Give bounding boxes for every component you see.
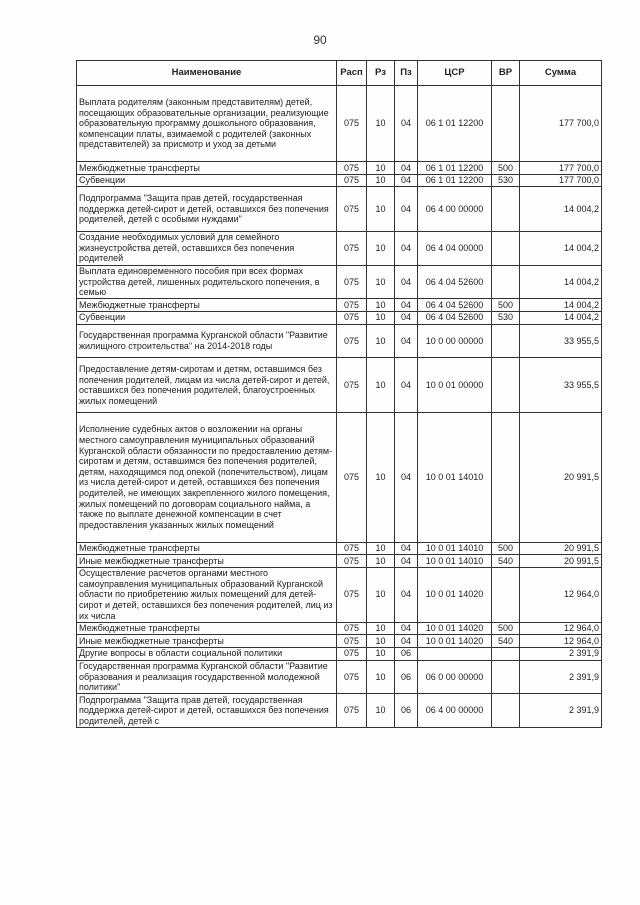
header-pz: Пз — [395, 61, 418, 86]
cell-csr: 06 1 01 12200 — [418, 174, 492, 187]
cell-rz: 10 — [367, 555, 395, 568]
table-row — [77, 299, 602, 312]
cell-csr: 10 0 01 14020 — [418, 622, 492, 635]
cell-rasp: 075 — [337, 311, 367, 324]
cell-pz: 06 — [395, 660, 418, 694]
cell-rasp: 075 — [337, 555, 367, 568]
cell-rasp: 075 — [337, 324, 367, 358]
table-row — [77, 660, 602, 694]
cell-pz: 04 — [395, 86, 418, 162]
cell-csr: 06 4 00 00000 — [418, 694, 492, 728]
cell-sum: 33 955,5 — [520, 324, 602, 358]
cell-sum: 14 004,2 — [520, 231, 602, 265]
cell-rz: 10 — [367, 358, 395, 413]
table-row — [77, 647, 602, 660]
cell-csr: 06 1 01 12200 — [418, 162, 492, 175]
cell-rz: 10 — [367, 622, 395, 635]
cell-rasp: 075 — [337, 694, 367, 728]
cell-csr — [418, 647, 492, 660]
cell-rasp: 075 — [337, 187, 367, 231]
table-row — [77, 413, 602, 542]
cell-rz: 10 — [367, 86, 395, 162]
cell-csr: 10 0 01 14020 — [418, 567, 492, 622]
header-sum: Сумма — [520, 61, 602, 86]
cell-sum: 33 955,5 — [520, 358, 602, 413]
cell-rasp: 075 — [337, 660, 367, 694]
cell-name: Осуществление расчетов органами местного самоуправления муниципальных образований Курганской области по приобретению жилых помещений для детей-сирот и детей, оставшихся без попечения родителей, лиц из их числа — [77, 567, 337, 622]
cell-rasp: 075 — [337, 265, 367, 299]
cell-rasp: 075 — [337, 86, 367, 162]
cell-sum: 12 964,0 — [520, 567, 602, 622]
cell-pz: 04 — [395, 162, 418, 175]
cell-pz: 06 — [395, 694, 418, 728]
cell-sum: 20 991,5 — [520, 542, 602, 555]
cell-pz: 06 — [395, 647, 418, 660]
cell-csr: 10 0 01 14010 — [418, 413, 492, 542]
table-row — [77, 555, 602, 568]
cell-pz: 04 — [395, 555, 418, 568]
cell-pz: 04 — [395, 567, 418, 622]
cell-rz: 10 — [367, 187, 395, 231]
cell-rz: 10 — [367, 635, 395, 648]
cell-csr: 06 4 04 52600 — [418, 299, 492, 312]
table-row — [77, 187, 602, 231]
cell-rasp: 075 — [337, 413, 367, 542]
cell-rz: 10 — [367, 567, 395, 622]
cell-csr: 10 0 01 14020 — [418, 635, 492, 648]
cell-pz: 04 — [395, 311, 418, 324]
cell-vr — [492, 647, 520, 660]
cell-vr: 540 — [492, 635, 520, 648]
table-row — [77, 231, 602, 265]
cell-name: Межбюджетные трансферты — [77, 542, 337, 555]
table-row — [77, 358, 602, 413]
cell-vr — [492, 358, 520, 413]
cell-vr: 500 — [492, 162, 520, 175]
cell-csr: 10 0 01 00000 — [418, 358, 492, 413]
cell-vr: 540 — [492, 555, 520, 568]
cell-name: Подпрограмма "Защита прав детей, государственная поддержка детей-сирот и детей, оставшихся без попечения родителей, детей с — [77, 694, 337, 728]
cell-name: Межбюджетные трансферты — [77, 622, 337, 635]
cell-pz: 04 — [395, 324, 418, 358]
cell-rasp: 075 — [337, 622, 367, 635]
cell-rz: 10 — [367, 162, 395, 175]
cell-vr — [492, 413, 520, 542]
cell-rz: 10 — [367, 694, 395, 728]
table-row — [77, 174, 602, 187]
cell-pz: 04 — [395, 413, 418, 542]
cell-pz: 04 — [395, 542, 418, 555]
cell-vr — [492, 187, 520, 231]
cell-vr: 500 — [492, 622, 520, 635]
cell-sum: 177 700,0 — [520, 86, 602, 162]
cell-csr: 10 0 01 14010 — [418, 555, 492, 568]
header-csr: ЦСР — [418, 61, 492, 86]
cell-rasp: 075 — [337, 542, 367, 555]
cell-rasp: 075 — [337, 231, 367, 265]
cell-rasp: 075 — [337, 567, 367, 622]
cell-rz: 10 — [367, 413, 395, 542]
cell-vr — [492, 324, 520, 358]
cell-pz: 04 — [395, 174, 418, 187]
cell-sum: 177 700,0 — [520, 162, 602, 175]
table-body — [77, 86, 602, 728]
cell-vr — [492, 231, 520, 265]
cell-name: Создание необходимых условий для семейного жизнеустройства детей, оставшихся без попечения родителей — [77, 231, 337, 265]
cell-csr: 06 4 04 52600 — [418, 311, 492, 324]
cell-sum: 20 991,5 — [520, 555, 602, 568]
cell-name: Подпрограмма "Защита прав детей, государственная поддержка детей-сирот и детей, оставшихся без попечения родителей, детей с особыми нуждами" — [77, 187, 337, 231]
cell-pz: 04 — [395, 265, 418, 299]
cell-sum: 14 004,2 — [520, 311, 602, 324]
cell-name: Иные межбюджетные трансферты — [77, 555, 337, 568]
header-rasp: Расп — [337, 61, 367, 86]
cell-rasp: 075 — [337, 162, 367, 175]
cell-rz: 10 — [367, 231, 395, 265]
cell-name: Другие вопросы в области социальной политики — [77, 647, 337, 660]
page-number: 90 — [313, 33, 327, 47]
table-row — [77, 567, 602, 622]
table-row — [77, 324, 602, 358]
cell-sum: 14 004,2 — [520, 299, 602, 312]
cell-sum: 14 004,2 — [520, 265, 602, 299]
cell-pz: 04 — [395, 358, 418, 413]
cell-pz: 04 — [395, 622, 418, 635]
cell-csr: 06 4 04 52600 — [418, 265, 492, 299]
cell-rz: 10 — [367, 299, 395, 312]
cell-sum: 2 391,9 — [520, 647, 602, 660]
cell-name: Предоставление детям-сиротам и детям, оставшимся без попечения родителей, лицам из числа детей-сирот и детей, оставшихся без попечения родителей, благоустроенных жилых помещений — [77, 358, 337, 413]
cell-name: Субвенции — [77, 311, 337, 324]
cell-vr: 530 — [492, 174, 520, 187]
cell-csr: 06 4 04 00000 — [418, 231, 492, 265]
cell-sum: 2 391,9 — [520, 660, 602, 694]
cell-sum: 12 964,0 — [520, 622, 602, 635]
cell-csr: 10 0 00 00000 — [418, 324, 492, 358]
cell-pz: 04 — [395, 635, 418, 648]
cell-rz: 10 — [367, 174, 395, 187]
cell-pz: 04 — [395, 231, 418, 265]
cell-name: Межбюджетные трансферты — [77, 299, 337, 312]
cell-name: Государственная программа Курганской области "Развитие жилищного строительства" на 2014-2018 годы — [77, 324, 337, 358]
cell-csr: 06 1 01 12200 — [418, 86, 492, 162]
cell-csr: 10 0 01 14010 — [418, 542, 492, 555]
cell-sum: 12 964,0 — [520, 635, 602, 648]
cell-vr — [492, 567, 520, 622]
cell-vr — [492, 86, 520, 162]
cell-name: Субвенции — [77, 174, 337, 187]
table-row — [77, 635, 602, 648]
cell-sum: 14 004,2 — [520, 187, 602, 231]
cell-name: Государственная программа Курганской области "Развитие образования и реализация государственной молодежной политики" — [77, 660, 337, 694]
cell-rz: 10 — [367, 265, 395, 299]
table-row — [77, 311, 602, 324]
table-row — [77, 542, 602, 555]
cell-vr: 500 — [492, 542, 520, 555]
cell-name: Иные межбюджетные трансферты — [77, 635, 337, 648]
budget-table — [76, 60, 602, 728]
cell-rz: 10 — [367, 660, 395, 694]
table-row — [77, 162, 602, 175]
table-row — [77, 265, 602, 299]
cell-sum: 2 391,9 — [520, 694, 602, 728]
cell-name: Выплата родителям (законным представителям) детей, посещающих образовательные организации, реализующие образовательную программу дошкольного образования, компенсации платы, взимаемой с родителей (законных представителей) за присмотр и уход за детьми — [77, 86, 337, 162]
cell-name: Выплата единовременного пособия при всех формах устройства детей, лишенных родительского попечения, в семью — [77, 265, 337, 299]
cell-pz: 04 — [395, 187, 418, 231]
cell-rz: 10 — [367, 324, 395, 358]
cell-name: Исполнение судебных актов о возложении на органы местного самоуправления муниципальных образований Курганской области обязанности по предоставлению детям-сиротам и детям, оставшимся без попечения родителей, детям, находящимся под опекой (попечительством), лицам из числа детей-сирот и детей, оставшихся без попечения родителей, не имеющих закрепленного жилого помещения, жилых помещений по договорам социального найма, а также по выплате денежной компенсации в счет предоставления указанных жилых помещений — [77, 413, 337, 542]
header-name: Наименование — [77, 61, 337, 86]
cell-pz: 04 — [395, 299, 418, 312]
table-header-row — [77, 61, 602, 86]
cell-name: Межбюджетные трансферты — [77, 162, 337, 175]
table-row — [77, 694, 602, 728]
cell-vr — [492, 660, 520, 694]
cell-sum: 20 991,5 — [520, 413, 602, 542]
cell-vr — [492, 265, 520, 299]
cell-rz: 10 — [367, 542, 395, 555]
cell-rasp: 075 — [337, 635, 367, 648]
cell-rasp: 075 — [337, 299, 367, 312]
cell-rasp: 075 — [337, 358, 367, 413]
cell-rasp: 075 — [337, 647, 367, 660]
cell-vr: 530 — [492, 311, 520, 324]
cell-rasp: 075 — [337, 174, 367, 187]
table-row — [77, 622, 602, 635]
cell-csr: 06 4 00 00000 — [418, 187, 492, 231]
header-rz: Рз — [367, 61, 395, 86]
cell-rz: 10 — [367, 647, 395, 660]
cell-csr: 06 0 00 00000 — [418, 660, 492, 694]
cell-vr: 500 — [492, 299, 520, 312]
table-row — [77, 86, 602, 162]
cell-sum: 177 700,0 — [520, 174, 602, 187]
header-vr: ВР — [492, 61, 520, 86]
cell-rz: 10 — [367, 311, 395, 324]
cell-vr — [492, 694, 520, 728]
